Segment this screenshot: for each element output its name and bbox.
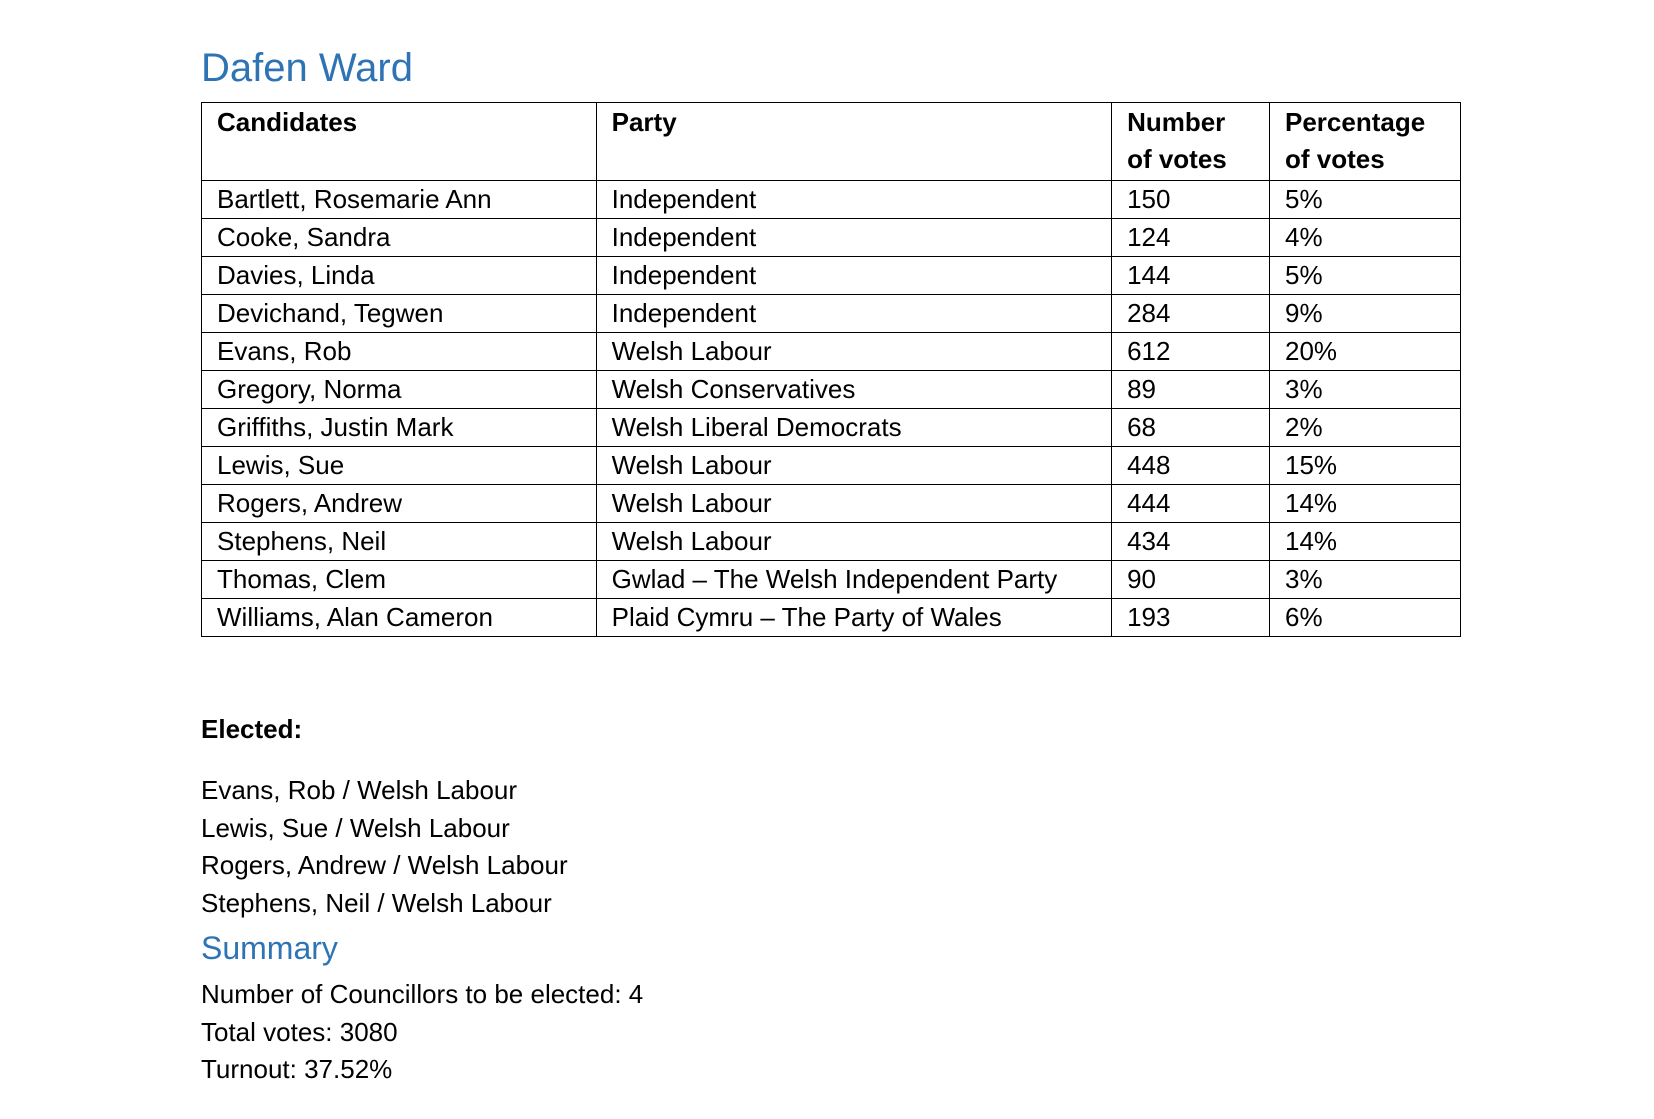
candidate-cell: Thomas, Clem	[202, 561, 597, 599]
elected-item: Rogers, Andrew / Welsh Labour	[201, 850, 568, 880]
votes-cell: 150	[1112, 181, 1270, 219]
party-cell: Welsh Labour	[596, 333, 1111, 371]
table-row	[202, 257, 1461, 295]
percentage-cell: 3%	[1270, 561, 1461, 599]
candidate-cell: Cooke, Sandra	[202, 219, 597, 257]
percentage-cell: 14%	[1270, 523, 1461, 561]
percentage-cell: 9%	[1270, 295, 1461, 333]
party-cell: Welsh Labour	[596, 485, 1111, 523]
header-party	[596, 103, 1111, 181]
table-row	[202, 447, 1461, 485]
summary-item: Number of Councillors to be elected: 4	[201, 979, 644, 1009]
percentage-cell: 5%	[1270, 257, 1461, 295]
table-row	[202, 181, 1461, 219]
elected-item: Lewis, Sue / Welsh Labour	[201, 812, 510, 843]
votes-cell: 444	[1112, 485, 1270, 523]
table-row	[202, 219, 1461, 257]
party-cell: Plaid Cymru – The Party of Wales	[596, 599, 1111, 637]
candidate-cell: Rogers, Andrew	[202, 485, 597, 523]
results-table	[201, 102, 1461, 637]
table-row	[202, 409, 1461, 447]
summary-title: Summary	[201, 930, 338, 966]
summary-item: Turnout: 37.52%	[201, 1054, 393, 1084]
table-row	[202, 295, 1461, 333]
table-row	[202, 333, 1461, 371]
header-votes-line1: Number	[1127, 107, 1226, 137]
party-cell: Independent	[596, 181, 1111, 219]
summary-item: Total votes: 3080	[201, 1016, 398, 1047]
table-row	[202, 485, 1461, 523]
votes-cell: 448	[1112, 447, 1270, 485]
party-cell: Independent	[596, 295, 1111, 333]
candidate-cell: Stephens, Neil	[202, 523, 597, 561]
header-candidates	[202, 103, 597, 181]
percentage-cell: 14%	[1270, 485, 1461, 523]
header-party-label: Party	[611, 107, 677, 137]
votes-cell: 434	[1112, 523, 1270, 561]
candidate-cell: Devichand, Tegwen	[202, 295, 597, 333]
page-title: Dafen Ward	[201, 46, 413, 90]
elected-heading: Elected:	[201, 714, 303, 744]
votes-cell: 89	[1112, 371, 1270, 409]
candidate-cell: Griffiths, Justin Mark	[202, 409, 597, 447]
votes-cell: 144	[1112, 257, 1270, 295]
header-candidates-label: Candidates	[217, 107, 358, 137]
votes-cell: 284	[1112, 295, 1270, 333]
table-row	[202, 599, 1461, 637]
percentage-cell: 2%	[1270, 409, 1461, 447]
candidate-cell: Lewis, Sue	[202, 447, 597, 485]
percentage-cell: 20%	[1270, 333, 1461, 371]
header-percentage	[1270, 103, 1461, 181]
votes-cell: 612	[1112, 333, 1270, 371]
header-percentage-line1: Percentage	[1285, 107, 1426, 137]
party-cell: Welsh Liberal Democrats	[596, 409, 1111, 447]
elected-item: Evans, Rob / Welsh Labour	[201, 775, 518, 805]
percentage-cell: 4%	[1270, 219, 1461, 257]
candidate-cell: Davies, Linda	[202, 257, 597, 295]
party-cell: Welsh Labour	[596, 447, 1111, 485]
candidate-cell: Evans, Rob	[202, 333, 597, 371]
summary-list	[201, 976, 643, 1089]
party-cell: Welsh Conservatives	[596, 371, 1111, 409]
votes-cell: 124	[1112, 219, 1270, 257]
votes-cell: 193	[1112, 599, 1270, 637]
table-row	[202, 561, 1461, 599]
party-cell: Independent	[596, 257, 1111, 295]
party-cell: Welsh Labour	[596, 523, 1111, 561]
percentage-cell: 3%	[1270, 371, 1461, 409]
candidate-cell: Bartlett, Rosemarie Ann	[202, 181, 597, 219]
party-cell: Gwlad – The Welsh Independent Party	[596, 561, 1111, 599]
candidate-cell: Gregory, Norma	[202, 371, 597, 409]
elected-list	[201, 772, 568, 922]
party-cell: Independent	[596, 219, 1111, 257]
percentage-cell: 15%	[1270, 447, 1461, 485]
header-votes	[1112, 103, 1270, 181]
percentage-cell: 6%	[1270, 599, 1461, 637]
votes-cell: 90	[1112, 561, 1270, 599]
table-row	[202, 371, 1461, 409]
percentage-cell: 5%	[1270, 181, 1461, 219]
results-body	[202, 181, 1461, 637]
header-percentage-line2: of votes	[1285, 144, 1385, 174]
elected-item: Stephens, Neil / Welsh Labour	[201, 887, 552, 918]
table-header-row	[202, 103, 1461, 181]
votes-cell: 68	[1112, 409, 1270, 447]
table-row	[202, 523, 1461, 561]
candidate-cell: Williams, Alan Cameron	[202, 599, 597, 637]
header-votes-line2: of votes	[1127, 144, 1227, 174]
